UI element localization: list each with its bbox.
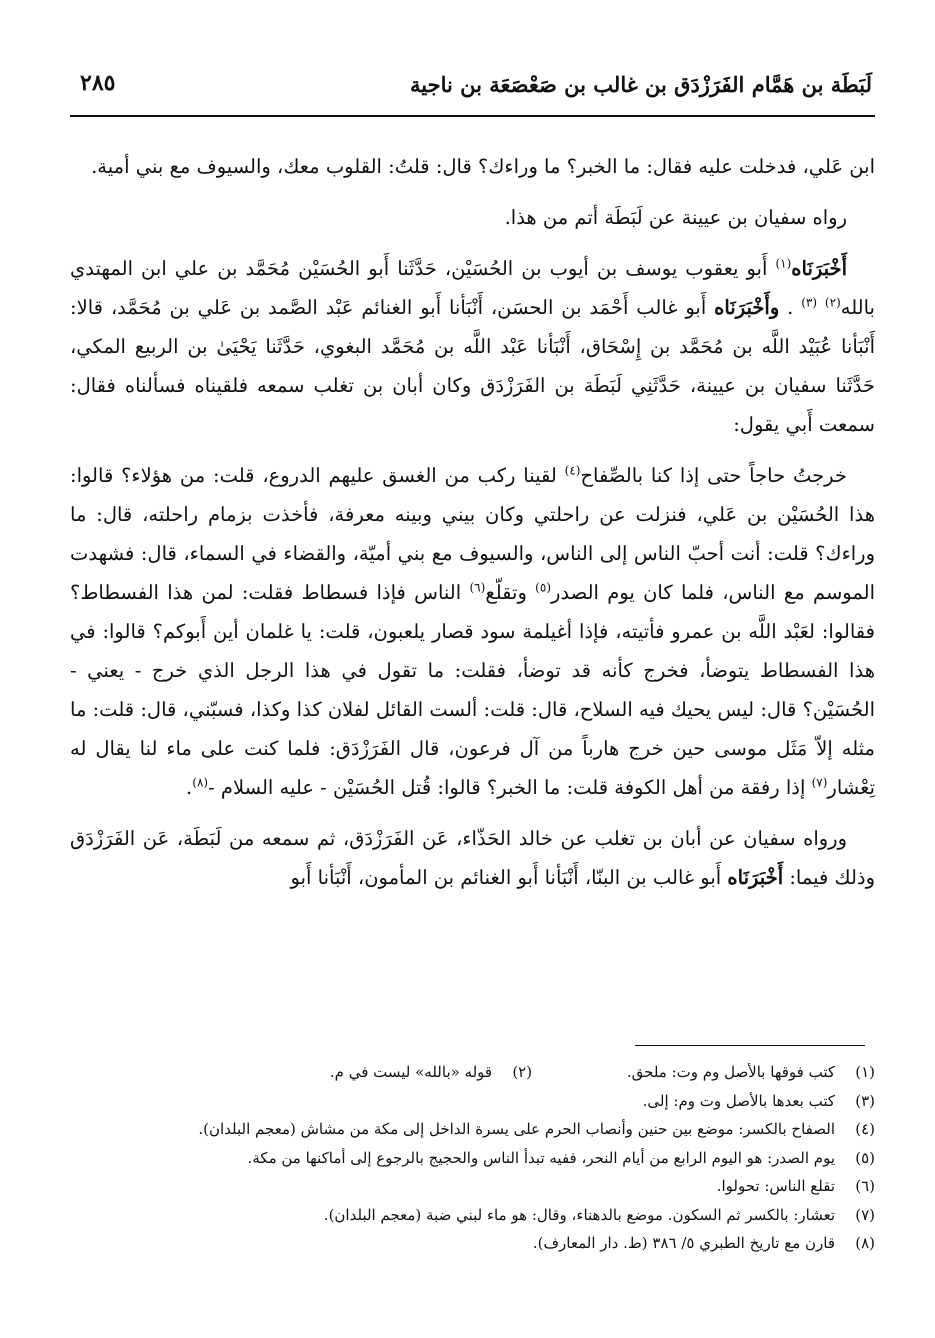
footnote-number: (٦) [855,1177,875,1195]
footnote-5-text: يوم الصدر: هو اليوم الرابع من أيام النحر، ففيه تبدأ الناس والحجيج بالرجوع إلى أماكنها من مكة. [247,1148,835,1167]
riwaya-text: ورواه سفيان عن أبان بن تغلب عن خالد الحَذّاء، عَن الفَرَزْدَق، ثم سمعه من لَبَطَة، عَن الفَرَزْدَق وذلك فيما: [70,827,875,889]
riwaya-isnad: أَبو غالب بن البنّا، أَنْبَأنا أَبو الغنائم بن المأمون، أَنْبَأنا أَبو [290,866,722,889]
narration-part-4: إذا رفقة من أهل الكوفة قلت: ما الخبر؟ قالوا: قُتل الحُسَيْن - عليه السلام - [208,776,806,799]
footnote-3-text: كتب بعدها بالأصل وت وم: إلى. [642,1091,835,1110]
footnote-number: (٤) [855,1120,875,1138]
footnote-ref-7: (٧) [811,775,828,790]
footnote-ref-2: (٢) [824,295,841,310]
footnote-5 [70,1144,875,1173]
paragraph-5 [70,819,875,897]
akhbarana-keyword-2: أَخْبَرَنَاه [727,866,784,889]
footnote-8 [70,1229,875,1258]
footnote-6 [70,1172,875,1201]
akhbarana-keyword: أَخْبَرَنَاه [791,257,847,280]
footnote-number: (٢) [512,1063,533,1081]
footnote-4 [70,1115,875,1144]
footnotes [70,1058,875,1258]
footnote-number: (٨) [855,1234,875,1252]
footnote-8-text: قارن مع تاريخ الطبري ٥/ ٣٨٦ (ط. دار المعارف). [532,1234,835,1252]
footnote-4-text: الصفاح بالكسر: موضع بين حنين وأنصاب الحرم على يسرة الداخل إلى مكة من مشاش (معجم البلدان). [198,1120,835,1138]
footnote-6-text: تقلع الناس: تحولوا. [716,1177,835,1195]
paragraph-4 [70,456,875,807]
footnote-ref-6: (٦) [469,580,486,595]
isnad-text-2: أَبو غالب أَحْمَد بن الحسَن، أَنْبَأنا أَبو الغنائم عَبْد الصَّمد بن عَلي بن مُحَمَّد، قالا: أَنْبَأنا عُبَيْد اللَّه بن مُحَمَّد بن إِسْحَاق، أَنْبَأنا عَبْد اللَّه بن مُحَمَّد البغوي، حَدَّثَنا يَحْيَىٰ بن الربيع المكي، حَدَّثَنا سفيان بن عيينة، حَدَّثَنِي لَبَطَة بن الفَرَزْدَق وكان أبان بن تغلب سمعه فلقيناه فسألناه فقال: سمعت أَبي يقول: [70,296,875,436]
footnote-2 [330,1058,532,1087]
paragraph-2: رواه سفيان بن عيينة عن لَبَطَة أتم من هذا. [504,206,847,229]
separator-dot: . [787,296,794,319]
footnote-number: (٧) [855,1205,875,1224]
footnote-7-text: تعشار: بالكسر ثم السكون. موضع بالدهناء، وقال: هو ماء لبني ضبة (معجم البلدان). [323,1205,835,1224]
footnote-row-1-2 [70,1058,875,1087]
footnote-2-text: قوله «بالله» ليست في م. [329,1063,493,1081]
wa-akhbarana-keyword: وأَخْبَرَنَاه [714,296,780,319]
footnote-1-text: كتب فوقها بالأصل وم وت: ملحق. [626,1063,835,1081]
footnote-ref-4: (٤) [564,463,581,478]
narration-start: خرجتُ حاجاً حتى إذا كنا بالصِّفاح [580,464,847,487]
footnote-number: (٥) [855,1148,875,1167]
narration-part-3: الناس فإذا فسطاط فقلت: لمن هذا الفسطاط؟ فقالوا: لعَبْد اللَّه بن عمرو فأتيته، فإذا أغيلمة سود قصار يلعبون، قلت: يا غلمان أين أَبوكم؟ قالوا: في هذا الفسطاط يتوضأ، فخرج كأنه قد توضأ، فقلت: ما تقول في هذا الرجل الذي خرج - يعني - الحُسَيْن؟ قال: ليس يحيك فيه السلاح، قال: قلت: ألست القائل لفلان كذا وكذا، فسبّني، قال: قلت: ما مثله إلاّ مَثَل موسى حين خرج هارباً من آل فرعون، قال الفَرَزْدَق: فلما كنت على ماء لنا يقال له تِعْشار [70,581,875,799]
footnote-number: (١) [855,1063,875,1081]
footnote-ref-5: (٥) [535,580,551,595]
footnote-7 [70,1201,875,1230]
page-number: ٢٨٥ [80,70,116,96]
footnote-ref-1: (١) [775,256,792,271]
narration-part-1: لقينا ركب من الغسق عليهم الدروع، قلت: من هؤلاء؟ قالوا: هذا الحُسَيْن بن عَلي، فنزلت عن راحلتي وكان بيني وبينه معرفة، فأخذت بزمام راحلته، قال: ما وراءك؟ قلت: أنت أحبّ الناس إلى الناس، والسيوف مع بني أميّة، والقضاء في السماء، قال: فشهدت الموسم مع الناس، فلما كان يوم الصدر [70,464,875,604]
narration-part-2: وتقلّع [485,581,527,604]
body-text [70,147,875,909]
end-dot: . [186,776,193,799]
paragraph-1: ابن عَلي، فدخلت عليه فقال: ما الخبر؟ ما وراءك؟ قال: قلتُ: القلوب معك، والسيوف مع بني أمية. [91,155,875,178]
footnote-rule [635,1045,865,1046]
footnote-ref-3: (٣) [801,295,818,310]
footnote-number: (٣) [855,1091,875,1110]
footnote-ref-8: (٨) [192,775,209,790]
footnote-3 [70,1087,875,1116]
running-title: لَبَطَة بن هَمَّام الفَرَزْدَق بن غالب بن صَعْصَعَة بن ناجية [410,72,872,97]
paragraph-3 [70,249,875,444]
header-rule [70,115,875,117]
isnad-text-1: أَبو يعقوب يوسف بن أيوب بن الحُسَيْن، حَدَّثَنا أَبو الحُسَيْن مُحَمَّد بن علي ابن المهتدي بالله [70,257,875,319]
page-header [70,72,872,112]
